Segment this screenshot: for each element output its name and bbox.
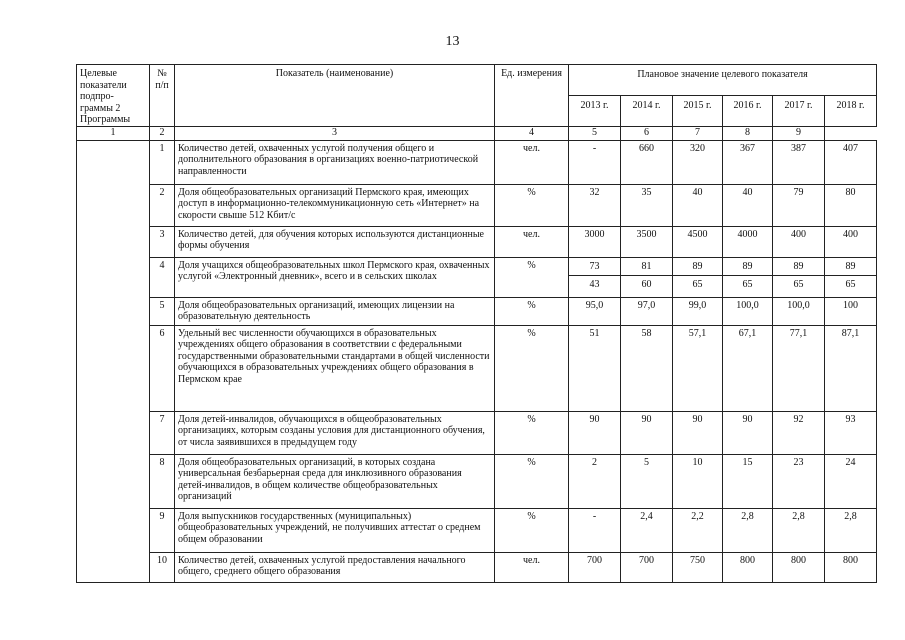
value-cell: 15 [723, 454, 773, 508]
indicator-name: Доля общеобразовательных организаций Пермского края, имеющих доступ в информационно-телекоммуникационную сеть «Интернет» на скорости свыше 512 Кбит/с [175, 184, 495, 226]
value-rural: 65 [723, 275, 772, 293]
value-cell: 97,0 [621, 297, 673, 325]
table-row [77, 411, 877, 454]
year-header: 2015 г. [673, 95, 723, 126]
value-cell: 800 [723, 552, 773, 582]
value-cell: 80 [825, 184, 877, 226]
value-cell: 400 [773, 226, 825, 257]
value-cell: 24 [825, 454, 877, 508]
unit-cell: % [495, 454, 569, 508]
value-cell: 32 [569, 184, 621, 226]
year-header: 2016 г. [723, 95, 773, 126]
row-number: 5 [150, 297, 175, 325]
column-number: 5 [569, 126, 621, 140]
value-cell: 79 [773, 184, 825, 226]
indicator-name: Количество детей, охваченных услугой получения общего и дополнительного образования в организациях военно-патриотической направленности [175, 140, 495, 184]
group-cell [77, 140, 150, 582]
value-cell: 77,1 [773, 325, 825, 411]
value-cell-split [621, 257, 673, 297]
column-number: 7 [673, 126, 723, 140]
column-number-row [77, 126, 877, 140]
target-indicators-table [76, 64, 877, 583]
value-cell: 92 [773, 411, 825, 454]
unit-cell: % [495, 257, 569, 297]
value-cell: 23 [773, 454, 825, 508]
row-number: 2 [150, 184, 175, 226]
value-cell: 87,1 [825, 325, 877, 411]
value-cell: 2,4 [621, 508, 673, 552]
column-number: 9 [773, 126, 825, 140]
header-group: Целевые показатели подпро-граммы 2 Программы [77, 65, 150, 127]
unit-cell: % [495, 411, 569, 454]
header-no: № п/п [150, 65, 175, 127]
value-cell: 51 [569, 325, 621, 411]
value-rural: 65 [825, 275, 876, 293]
table-row [77, 226, 877, 257]
value-cell: 750 [673, 552, 723, 582]
table-row [77, 297, 877, 325]
table-row [77, 140, 877, 184]
value-cell: 93 [825, 411, 877, 454]
value-rural: 60 [621, 275, 672, 293]
value-cell: 4500 [673, 226, 723, 257]
value-total: 81 [641, 260, 652, 272]
value-cell: 2,8 [773, 508, 825, 552]
row-number: 4 [150, 257, 175, 297]
value-cell: 57,1 [673, 325, 723, 411]
unit-cell: % [495, 325, 569, 411]
value-cell: 67,1 [723, 325, 773, 411]
value-cell-split [569, 257, 621, 297]
indicator-name: Доля общеобразовательных организаций, имеющих лицензии на образовательную деятельность [175, 297, 495, 325]
table-row [77, 184, 877, 226]
value-cell: 2,8 [825, 508, 877, 552]
value-cell-split [723, 257, 773, 297]
table-body [77, 65, 877, 583]
value-rural: 65 [773, 275, 824, 293]
value-cell: 2 [569, 454, 621, 508]
value-cell: 400 [825, 226, 877, 257]
value-cell: 90 [723, 411, 773, 454]
table-row [77, 552, 877, 582]
indicator-name: Удельный вес численности обучающихся в образовательных учреждениях общего образования в соответствии с федеральными государственными образовательными стандартами в общей численности обучающихся в образовательных учреждениях общего образования в Пермском крае [175, 325, 495, 411]
value-cell: 90 [569, 411, 621, 454]
row-number: 3 [150, 226, 175, 257]
value-rural: 65 [673, 275, 722, 293]
header-unit: Ед. измерения [495, 65, 569, 127]
value-cell: 58 [621, 325, 673, 411]
column-number: 6 [621, 126, 673, 140]
value-cell: 800 [773, 552, 825, 582]
header-plan: Плановое значение целевого показателя [569, 65, 877, 96]
value-cell: 40 [673, 184, 723, 226]
year-header: 2017 г. [773, 95, 825, 126]
value-cell: 99,0 [673, 297, 723, 325]
value-cell: 407 [825, 140, 877, 184]
value-cell-split [825, 257, 877, 297]
row-number: 8 [150, 454, 175, 508]
value-cell: 10 [673, 454, 723, 508]
column-number: 8 [723, 126, 773, 140]
indicator-name: Количество детей, охваченных услугой предоставления начального общего, среднего общего образования [175, 552, 495, 582]
page-number: 13 [445, 34, 460, 49]
row-number: 1 [150, 140, 175, 184]
row-number: 7 [150, 411, 175, 454]
value-cell: 367 [723, 140, 773, 184]
value-cell: 700 [569, 552, 621, 582]
value-cell: 40 [723, 184, 773, 226]
table-row [77, 257, 877, 297]
unit-cell: чел. [495, 552, 569, 582]
indicator-name: Доля детей-инвалидов, обучающихся в общеобразовательных организациях, которым созданы условия для дистанционного обучения, от числа заявившихся в предыдущем году [175, 411, 495, 454]
value-cell: 4000 [723, 226, 773, 257]
column-number: 3 [175, 126, 495, 140]
unit-cell: чел. [495, 226, 569, 257]
indicator-name: Количество детей, для обучения которых используются дистанционные формы обучения [175, 226, 495, 257]
value-cell: 660 [621, 140, 673, 184]
value-cell: 100,0 [723, 297, 773, 325]
value-cell-split [773, 257, 825, 297]
value-total: 89 [845, 260, 856, 272]
value-cell: 320 [673, 140, 723, 184]
table-row [77, 508, 877, 552]
value-cell: 35 [621, 184, 673, 226]
value-total: 73 [589, 260, 600, 272]
unit-cell: % [495, 184, 569, 226]
value-cell: 2,2 [673, 508, 723, 552]
year-header: 2014 г. [621, 95, 673, 126]
indicator-name: Доля учащихся общеобразовательных школ Пермского края, охваченных услугой «Электронный дневник», всего и в сельских школах [175, 257, 495, 297]
row-number: 9 [150, 508, 175, 552]
column-number: 4 [495, 126, 569, 140]
value-cell: 100,0 [773, 297, 825, 325]
indicator-name: Доля общеобразовательных организаций, в которых создана универсальная безбарьерная среда для инклюзивного образования детей-инвалидов, в общем количестве общеобразовательных организаций [175, 454, 495, 508]
indicator-name: Доля выпускников государственных (муниципальных) общеобразовательных учреждений, не получивших аттестат о среднем общем образовании [175, 508, 495, 552]
value-total: 89 [692, 260, 703, 272]
value-cell: 5 [621, 454, 673, 508]
value-rural: 43 [569, 275, 620, 293]
value-cell: - [569, 140, 621, 184]
value-total: 89 [742, 260, 753, 272]
value-cell: 700 [621, 552, 673, 582]
table-row [77, 454, 877, 508]
row-number: 10 [150, 552, 175, 582]
header-name: Показатель (наименование) [175, 65, 495, 127]
value-cell: 90 [621, 411, 673, 454]
column-number: 1 [77, 126, 150, 140]
unit-cell: % [495, 297, 569, 325]
header-row [77, 65, 877, 96]
value-cell-split [673, 257, 723, 297]
value-cell: 90 [673, 411, 723, 454]
value-cell: - [569, 508, 621, 552]
unit-cell: чел. [495, 140, 569, 184]
column-number: 2 [150, 126, 175, 140]
value-cell: 95,0 [569, 297, 621, 325]
value-cell: 100 [825, 297, 877, 325]
table-row [77, 325, 877, 411]
value-cell: 387 [773, 140, 825, 184]
value-cell: 2,8 [723, 508, 773, 552]
row-number: 6 [150, 325, 175, 411]
value-cell: 800 [825, 552, 877, 582]
value-cell: 3500 [621, 226, 673, 257]
value-total: 89 [793, 260, 804, 272]
year-header: 2018 г. [825, 95, 877, 126]
unit-cell: % [495, 508, 569, 552]
value-cell: 3000 [569, 226, 621, 257]
year-header: 2013 г. [569, 95, 621, 126]
